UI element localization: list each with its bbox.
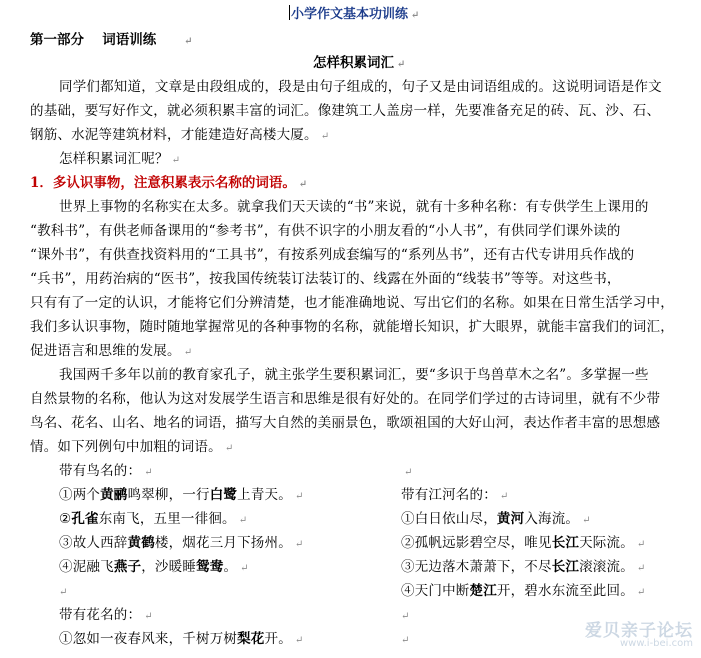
para2-line-1: 世界上事物的名称实在太多。就拿我们天天读的“书”来说，就有十多种名称：有专供学生上课用的 <box>59 199 649 215</box>
river-example-1: ①白日依山尽，黄河入海流。 ↵ <box>401 511 591 527</box>
bird-example-4: ④泥融飞燕子，沙暖睡鸳鸯。 ↵ <box>59 559 249 575</box>
col-right-empty-mark-2: ↵ <box>401 611 410 622</box>
section-text: 第一部分 词语训练 <box>30 32 157 48</box>
text-cursor <box>289 5 290 20</box>
watermark-main: 爱贝亲子论坛 <box>585 621 693 641</box>
river-example-4: ④天门中断楚江开，碧水东流至此回。 ↵ <box>401 583 646 599</box>
col-right-empty-mark: ↵ <box>404 467 413 478</box>
para2-line-4: “兵书”，用药治病的“医书”，按我国传统装订法装订的、线露在外面的“线装书”等等。对这些书， <box>30 271 621 287</box>
para1-line-3: 钢筋、水泥等建筑材料，才能建造好高楼大厦。 ↵ <box>30 127 330 143</box>
para3-line-1: 我国两千多年以前的教育家孔子，就主张学生要积累词汇，要“多识于鸟兽草木之名”。多掌握一些 <box>59 367 649 383</box>
birds-label: 带有鸟名的： ↵ <box>59 463 153 479</box>
question-line: 怎样积累词汇呢？ ↵ <box>59 151 181 167</box>
para2-line-2: “教科书”，有供老师备课用的“参考书”，有供不识字的小朋友看的“小人书”，有供同学们课外读的 <box>30 223 621 239</box>
para2-line-7: 促进语言和思维的发展。 ↵ <box>30 343 193 359</box>
flowers-label: 带有花名的： ↵ <box>59 607 153 623</box>
forum-watermark <box>573 616 693 652</box>
para2-line-5: 只有有了一定的认识，才能将它们分辨清楚，也才能准确地说、写出它们的名称。如果在日常生活学习中， <box>30 295 674 311</box>
river-example-3: ③无边落木萧萧下，不尽长江滚滚流。 ↵ <box>401 559 646 575</box>
para1-line-2: 的基础，要写好作文，就必须积累丰富的词汇。像建筑工人盖房一样，先要准备充足的砖、瓦、沙、石、 <box>30 103 661 119</box>
bird-example-3: ③故人西辞黄鹤楼，烟花三月下扬州。 ↵ <box>59 535 304 551</box>
col-right-empty-mark-3: ↵ <box>401 635 410 646</box>
title-text: 小学作文基本功训练 <box>291 7 409 22</box>
watermark-url: www.i-bei.com <box>620 638 693 649</box>
para3-line-2: 自然景物的名称，他认为这对发展学生语言和思维是很有好处的。在同学们学过的古诗词里，就有不少带 <box>30 391 661 407</box>
subtitle: 怎样积累词汇 ↵ <box>313 55 406 71</box>
bird-example-2: ②孔雀东南飞，五里一徘徊。 ↵ <box>59 511 248 527</box>
para3-line-3: 鸟名、花名、山名、地名的词语，描写大自然的美丽景色，歌颂祖国的大好山河，表达作者丰富的思想感 <box>30 415 661 431</box>
point-1-heading: 1．多认识事物，注意积累表示名称的词语。 ↵ <box>30 175 308 191</box>
document-title: 小学作文基本功训练 ↵ <box>291 7 420 22</box>
para3-line-4: 情。如下列例句中加粗的词语。 ↵ <box>30 439 234 455</box>
river-example-2: ②孤帆远影碧空尽，唯见长江天际流。 ↵ <box>401 535 646 551</box>
col-left-empty-mark: ↵ <box>59 587 68 598</box>
section-heading: 第一部分 词语训练 ↵ <box>30 32 193 48</box>
bird-example-1: ①两个黄鹂鸣翠柳，一行白鹭上青天。 ↵ <box>59 487 304 503</box>
para1-line-1: 同学们都知道，文章是由段组成的，段是由句子组成的，句子又是由词语组成的。这说明词语是作文 <box>59 79 662 95</box>
para2-line-3: “课外书”，有供查找资料用的“工具书”，有按系列成套编写的“系列丛书”，还有古代专讲用兵作战的 <box>30 247 635 263</box>
flower-example-1: ①忽如一夜春风来，千树万树梨花开。 ↵ <box>59 631 304 647</box>
para2-line-6: 我们多认识事物，随时随地掌握常见的各种事物的名称，就能增长知识，扩大眼界，就能丰富我们的词汇， <box>30 319 674 335</box>
rivers-label: 带有江河名的： ↵ <box>401 487 509 503</box>
